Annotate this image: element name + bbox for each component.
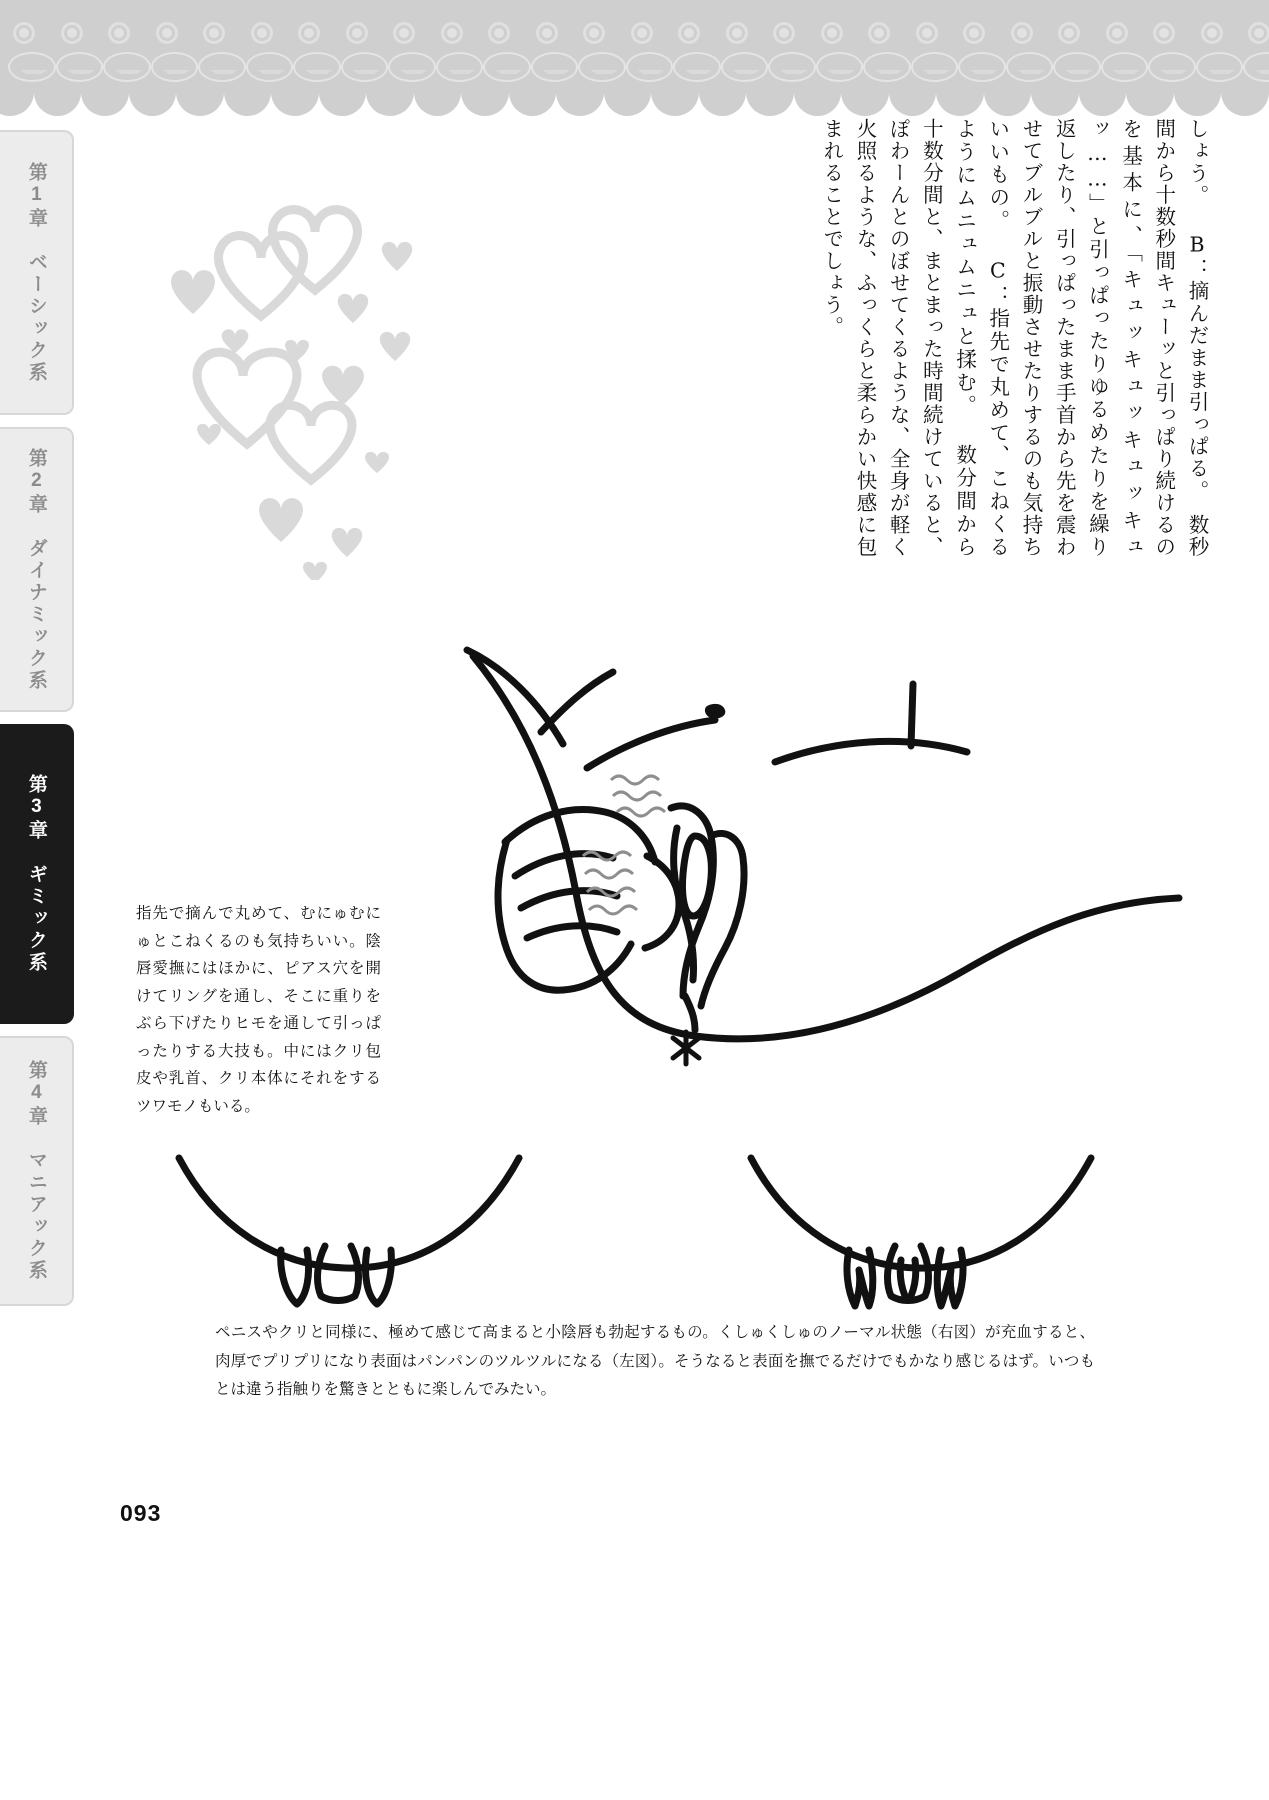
scallop-inner-outline-row [8,52,1269,86]
sidebar-item-chapter-1[interactable] [0,130,74,415]
figure-main-caption: 指先で摘んで丸めて、むにゅむにゅとこねくるのも気持ちいい。陰唇愛撫にはほかに、ピアス穴を開けてリングを通し、そこに重りをぶら下げたりヒモを通して引っぱったりする大技も。中にはクリ包皮や乳首、クリ本体にそれをするツワモノもいる。 [136,904,381,1116]
figure-lower [155,1150,1115,1330]
chapter-4-label: 第4章 マニアック系 [25,1060,47,1282]
chapter-3-label: 第3章 ギミック系 [25,774,47,974]
chapter-2-label: 第2章 ダイナミック系 [25,447,47,692]
main-vertical-text [815,118,1213,558]
main-vertical-text-body: しょう。 B：摘んだまま引っぱる。 数秒間から十数秒間キューッと引っぱり続けるのを基本に、「キュッキュッキュッキュッ……」と引っぱったりゆるめたりを繰り返したり、引っぱったまま手首から先を震わせてブルブルと振動させたりするのも気持ちいいもの。 C：指先で丸めて、こねくるようにムニュムニュと揉む。 数分間から十数分間と、まとまった時間続けていると、ぽわーんとのぼせてくるような、全身が軽く火照るような、ふっくらと柔らかい快感に包まれることでしょう。 [819,118,1209,558]
chapter-1-label: 第1章 ベーシック系 [25,161,47,384]
lace-border-ornament [0,0,1269,92]
heart-decoration-cluster [165,140,465,580]
figure-main [355,640,1185,1100]
page-number: 093 [120,1500,162,1526]
sidebar-item-chapter-2[interactable] [0,427,74,712]
figure-lower-caption: ペニスやクリと同様に、極めて感じて高まると小陰唇も勃起するもの。くしゅくしゅのノーマル状態（右図）が充血すると、肉厚でプリプリになり表面はパンパンのツルツルになる（左図）。そうなると表面を撫でるだけでもかなり感じるはず。いつもとは違う指触りを驚きとともに楽しんでみたい。 [215,1323,1095,1399]
sidebar-item-chapter-3[interactable] [0,724,74,1024]
chapter-tab-strip [0,130,86,1318]
sidebar-item-chapter-4[interactable] [0,1036,74,1306]
